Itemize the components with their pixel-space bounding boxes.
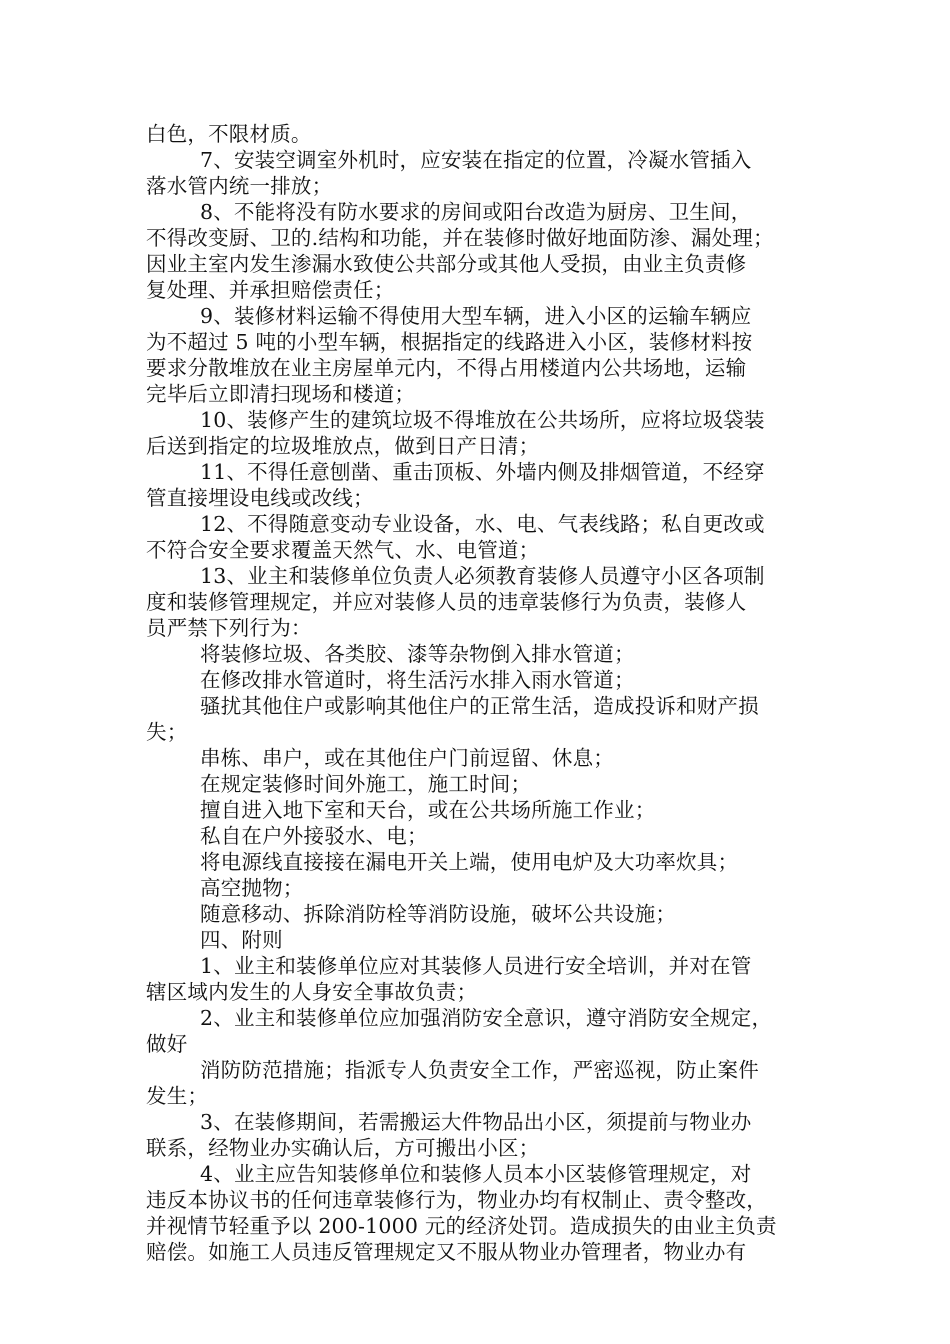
text-line: 失； bbox=[146, 720, 188, 744]
text-line: 四、附则 bbox=[200, 928, 283, 952]
text-line: 后送到指定的垃圾堆放点，做到日产日清； bbox=[146, 434, 540, 458]
text-line: 私自在户外接驳水、电； bbox=[200, 824, 428, 848]
text-line: 4、业主应告知装修单位和装修人员本小区装修管理规定，对 bbox=[200, 1162, 752, 1186]
text-line: 1、业主和装修单位应对其装修人员进行安全培训，并对在管 bbox=[200, 954, 752, 978]
text-line: 因业主室内发生渗漏水致使公共部分或其他人受损，由业主负责修 bbox=[146, 252, 747, 276]
text-line: 将电源线直接接在漏电开关上端，使用电炉及大功率炊具； bbox=[200, 850, 739, 874]
text-line: 落水管内统一排放； bbox=[146, 174, 333, 198]
text-line: 复处理、并承担赔偿责任； bbox=[146, 278, 395, 302]
text-line: 白色，不限材质。 bbox=[146, 122, 312, 146]
text-line: 为不超过 5 吨的小型车辆，根据指定的线路进入小区，装修材料按 bbox=[146, 330, 753, 354]
text-line: 消防防范措施；指派专人负责安全工作，严密巡视，防止案件 bbox=[200, 1058, 759, 1082]
text-line: 联系，经物业办实确认后，方可搬出小区； bbox=[146, 1136, 540, 1160]
text-line: 2、业主和装修单位应加强消防安全意识，遵守消防安全规定， bbox=[200, 1006, 773, 1030]
text-line: 完毕后立即清扫现场和楼道； bbox=[146, 382, 416, 406]
text-line: 擅自进入地下室和天台，或在公共场所施工作业； bbox=[200, 798, 656, 822]
text-line: 要求分散堆放在业主房屋单元内，不得占用楼道内公共场地，运输 bbox=[146, 356, 747, 380]
text-line: 3、在装修期间，若需搬运大件物品出小区，须提前与物业办 bbox=[200, 1110, 752, 1134]
text-line: 在修改排水管道时，将生活污水排入雨水管道； bbox=[200, 668, 635, 692]
text-line: 骚扰其他住户或影响其他住户的正常生活，造成投诉和财产损 bbox=[200, 694, 759, 718]
document-body bbox=[146, 121, 826, 1265]
text-line: 9、装修材料运输不得使用大型车辆，进入小区的运输车辆应 bbox=[200, 304, 752, 328]
text-line: 将装修垃圾、各类胶、漆等杂物倒入排水管道； bbox=[200, 642, 635, 666]
text-line: 随意移动、拆除消防栓等消防设施，破坏公共设施； bbox=[200, 902, 677, 926]
text-line: 赔偿。如施工人员违反管理规定又不服从物业办管理者，物业办有 bbox=[146, 1240, 747, 1264]
text-line: 11、不得任意刨凿、重击顶板、外墙内侧及排烟管道，不经穿 bbox=[200, 460, 765, 484]
text-line: 员严禁下列行为： bbox=[146, 616, 312, 640]
text-line: 8、不能将没有防水要求的房间或阳台改造为厨房、卫生间， bbox=[200, 200, 752, 224]
text-line: 并视情节轻重予以 200-1000 元的经济处罚。造成损失的由业主负责 bbox=[146, 1214, 777, 1238]
text-line: 13、业主和装修单位负责人必须教育装修人员遵守小区各项制 bbox=[200, 564, 765, 588]
text-line: 发生； bbox=[146, 1084, 209, 1108]
text-line: 在规定装修时间外施工，施工时间； bbox=[200, 772, 532, 796]
text-line: 做好 bbox=[146, 1032, 188, 1056]
text-line: 不符合安全要求覆盖天然气、水、电管道； bbox=[146, 538, 540, 562]
text-line: 串栋、串户，或在其他住户门前逗留、休息； bbox=[200, 746, 614, 770]
text-line: 不得改变厨、卫的.结构和功能，并在装修时做好地面防渗、漏处理； bbox=[146, 226, 774, 250]
text-line: 10、装修产生的建筑垃圾不得堆放在公共场所，应将垃圾袋装 bbox=[200, 408, 765, 432]
text-line: 7、安装空调室外机时，应安装在指定的位置，冷凝水管插入 bbox=[200, 148, 752, 172]
text-line: 管直接埋设电线或改线； bbox=[146, 486, 374, 510]
text-line: 高空抛物； bbox=[200, 876, 304, 900]
text-line: 12、不得随意变动专业设备，水、电、气表线路；私自更改或 bbox=[200, 512, 765, 536]
text-line: 辖区域内发生的人身安全事故负责； bbox=[146, 980, 478, 1004]
text-line: 度和装修管理规定，并应对装修人员的违章装修行为负责，装修人 bbox=[146, 590, 747, 614]
text-line: 违反本协议书的任何违章装修行为，物业办均有权制止、责令整改， bbox=[146, 1188, 767, 1212]
